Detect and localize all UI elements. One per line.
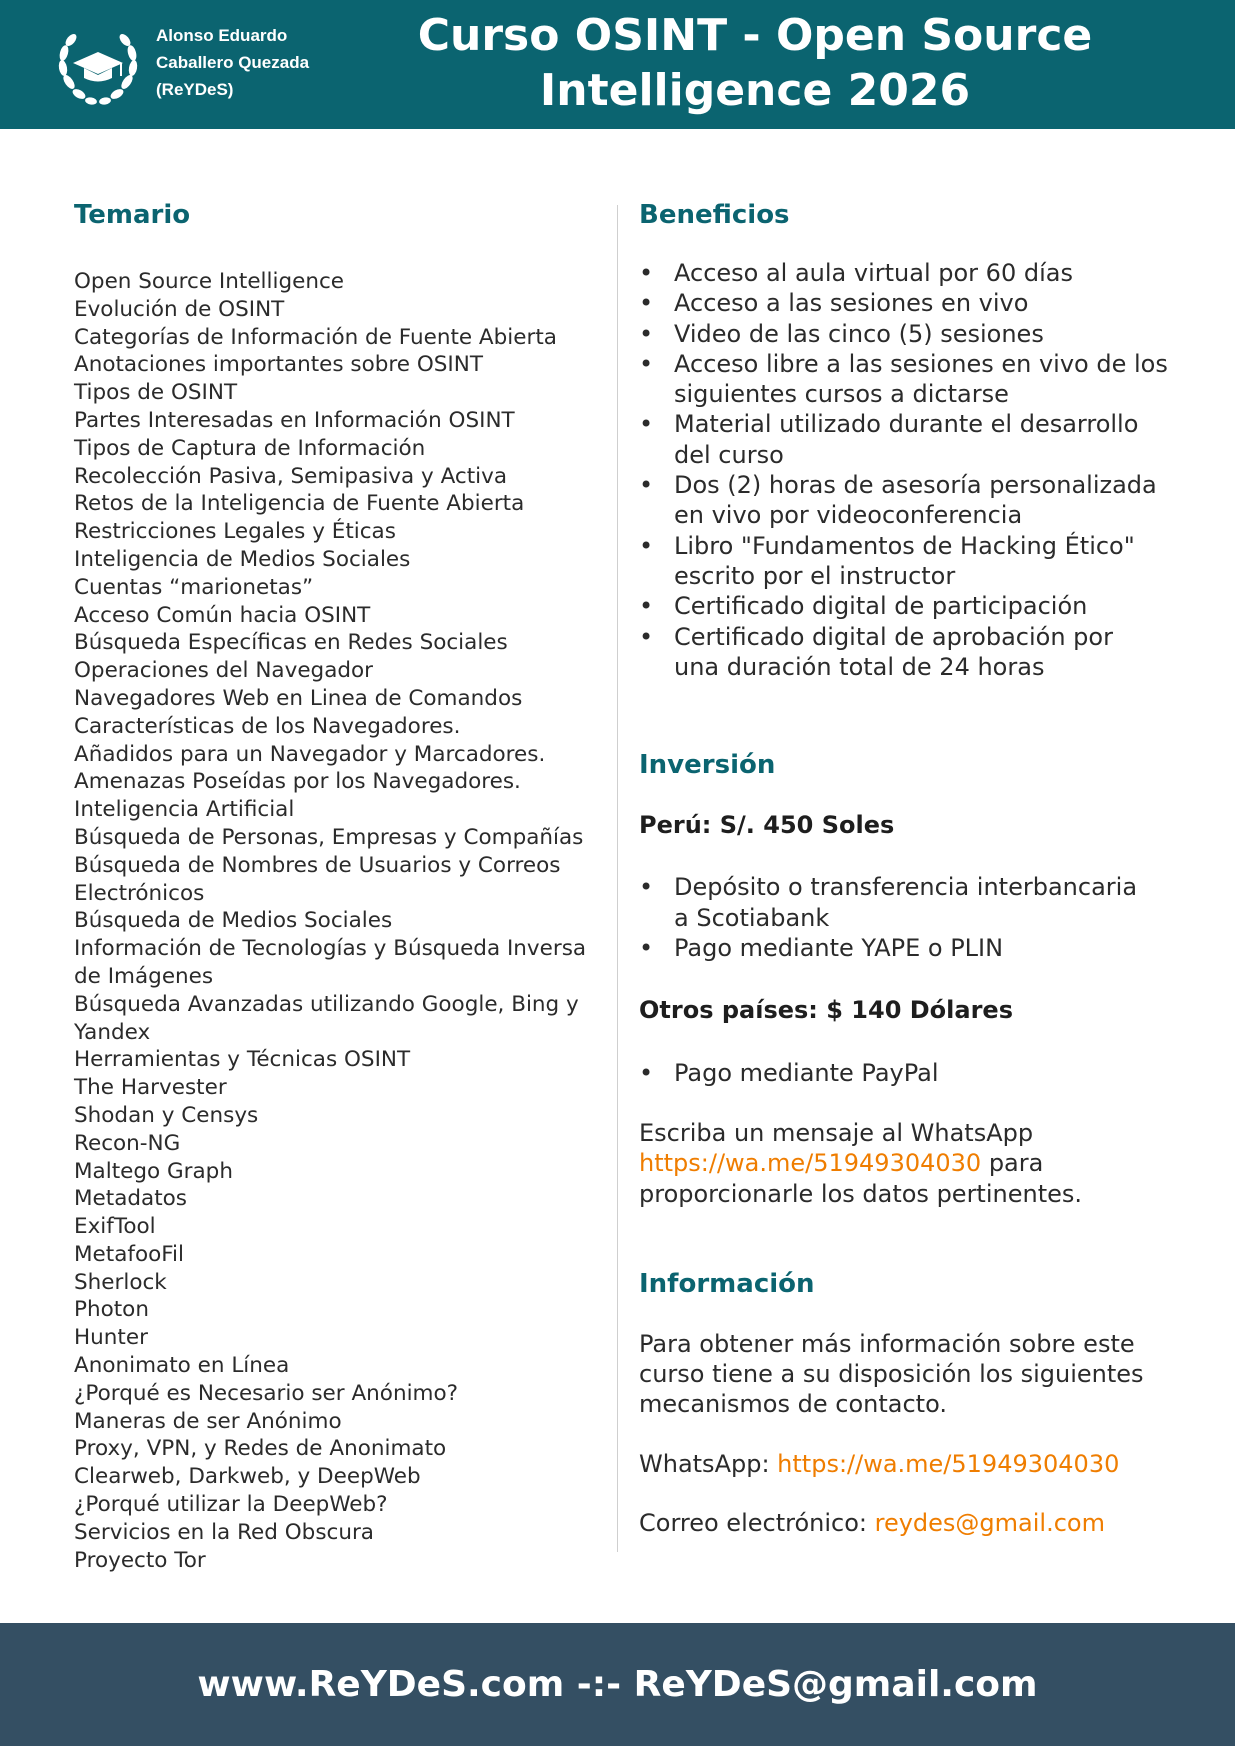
bullet-item — [639, 872, 1179, 933]
peru-payment-list — [639, 872, 1179, 963]
bullet-line: • Depósito o transferencia interbancaria — [674, 873, 1138, 902]
topic-item: Búsqueda Específicas en Redes Sociales — [74, 630, 508, 656]
topic-item: Evolución de OSINT — [74, 296, 285, 322]
inversion-heading: Inversión — [639, 750, 776, 781]
topic-item: Acceso Común hacia OSINT — [74, 602, 371, 628]
whatsapp-contact-link[interactable]: https://wa.me/51949304030 — [777, 1449, 1120, 1478]
bullet-line: • Certificado digital de participación — [674, 592, 1088, 621]
benefits-list — [639, 258, 1179, 682]
topic-item: Recolección Pasiva, Semipasiva y Activa — [74, 463, 508, 489]
intro-line: curso tiene a su disposición los siguientes — [639, 1360, 1144, 1389]
brand-line: Alonso Eduardo — [156, 26, 288, 45]
topic-item: Maneras de ser Anónimo — [74, 1408, 342, 1434]
beneficios-heading: Beneficios — [639, 200, 790, 230]
bullet-line: • Pago mediante PayPal — [674, 1058, 939, 1087]
topic-item: Operaciones del Navegador — [74, 658, 374, 684]
intro-line: mecanismos de contacto. — [639, 1390, 947, 1419]
bullet-line: • Acceso a las sesiones en vivo — [674, 289, 1029, 318]
topic-item: Hunter — [74, 1325, 148, 1351]
topic-item: Navegadores Web en Linea de Comandos — [74, 685, 523, 711]
topic-item: The Harvester — [74, 1075, 227, 1101]
topic-item: ¿Porqué utilizar la DeepWeb? — [74, 1492, 388, 1518]
topic-item: Amenazas Poseídas por los Navegadores. — [74, 769, 521, 795]
topic-item: Open Source Intelligence — [74, 269, 345, 294]
whatsapp-link[interactable]: https://wa.me/51949304030 — [639, 1149, 982, 1178]
bullet-line: escrito por el instructor — [674, 561, 956, 590]
bullet-line: • Certificado digital de aprobación por — [674, 622, 1113, 651]
topic-item: Información de Tecnologías y Búsqueda Inversa de Imágenes — [74, 936, 587, 989]
topic-item: Cuentas “marionetas” — [74, 574, 314, 600]
message-line: proporcionarle los datos pertinentes. — [639, 1179, 1083, 1208]
header-banner — [0, 0, 1235, 129]
whatsapp-message — [639, 1118, 1179, 1209]
graduation-cap-laurel-icon — [55, 22, 141, 108]
topic-item: Restricciones Legales y Éticas — [74, 519, 396, 545]
topic-item: Búsqueda Avanzadas utilizando Google, Bing y Yandex — [74, 991, 579, 1045]
topic-item: Proyecto Tor — [74, 1547, 206, 1573]
author-brand — [156, 22, 376, 103]
inversion-section — [639, 748, 1179, 1209]
email-label: Correo electrónico: — [639, 1509, 875, 1538]
whatsapp-contact — [639, 1449, 1179, 1479]
course-title: Curso OSINT - Open Source Intelligence 2026 — [417, 10, 1093, 116]
topic-item: Retos de la Inteligencia de Fuente Abierta — [74, 491, 525, 517]
topic-item: Búsqueda de Personas, Empresas y Compañías — [74, 824, 584, 850]
message-line: para — [981, 1149, 1044, 1178]
message-line: Escriba un mensaje al WhatsApp — [639, 1118, 1034, 1147]
topic-item: ExifTool — [74, 1214, 156, 1240]
topic-item: Herramientas y Técnicas OSINT — [74, 1047, 411, 1073]
info-intro — [639, 1329, 1179, 1420]
bullet-item — [639, 258, 1179, 288]
topic-item: Photon — [74, 1297, 149, 1323]
bullet-line: en vivo por videoconferencia — [674, 501, 1023, 530]
temario-heading: Temario — [74, 200, 191, 230]
informacion-section — [639, 1267, 1179, 1538]
topic-item: Características de los Navegadores. — [74, 713, 461, 739]
topic-item: MetafooFil — [74, 1241, 185, 1267]
topic-item: ¿Porqué es Necesario ser Anónimo? — [74, 1380, 459, 1406]
right-column — [639, 198, 1179, 1538]
bullet-line: • Dos (2) horas de asesoría personalizada — [674, 471, 1157, 500]
bullet-item — [639, 622, 1179, 683]
bullet-item — [639, 531, 1179, 592]
topic-item: Sherlock — [74, 1269, 167, 1295]
bullet-line: • Material utilizado durante el desarrollo — [674, 410, 1139, 439]
topic-item: Anonimato en Línea — [74, 1353, 290, 1379]
bullet-item — [639, 319, 1179, 349]
topic-item: Servicios en la Red Obscura — [74, 1519, 374, 1545]
footer-banner — [0, 1623, 1235, 1746]
topic-item: Inteligencia de Medios Sociales — [74, 546, 411, 572]
topic-item: Búsqueda de Nombres de Usuarios y Correos Electrónicos — [74, 852, 561, 906]
bullet-line: una duración total de 24 horas — [674, 652, 1045, 681]
beneficios-section — [639, 198, 1179, 682]
email-link[interactable]: reydes@gmail.com — [874, 1509, 1105, 1538]
topic-item: Anotaciones importantes sobre OSINT — [74, 352, 483, 378]
bullet-line: • Acceso libre a las sesiones en vivo de los — [674, 349, 1168, 378]
topic-item: Inteligencia Artificial — [74, 797, 295, 823]
other-payment-list — [639, 1058, 1179, 1088]
informacion-heading: Información — [639, 1268, 815, 1299]
topic-list — [74, 268, 614, 1574]
price-peru: Perú: S/. 450 Soles — [639, 811, 895, 840]
temario-section — [74, 198, 614, 1574]
bullet-line: del curso — [674, 440, 784, 469]
bullet-line: • Pago mediante YAPE o PLIN — [674, 934, 1004, 963]
topic-item: Proxy, VPN, y Redes de Anonimato — [74, 1436, 447, 1462]
email-contact — [639, 1508, 1179, 1538]
bullet-item — [639, 591, 1179, 621]
topic-item: Tipos de Captura de Información — [74, 435, 426, 461]
brand-line: (ReYDeS) — [156, 80, 234, 99]
bullet-item — [639, 288, 1179, 318]
topic-item: Partes Interesadas en Información OSINT — [74, 407, 515, 433]
topic-item: Recon-NG — [74, 1130, 181, 1156]
bullet-item — [639, 409, 1179, 470]
bullet-line: a Scotiabank — [674, 903, 830, 932]
bullet-line: • Acceso al aula virtual por 60 días — [674, 259, 1073, 287]
bullet-item — [639, 349, 1179, 410]
topic-item: Shodan y Censys — [74, 1102, 259, 1128]
topic-item: Metadatos — [74, 1186, 187, 1212]
topic-item: Clearweb, Darkweb, y DeepWeb — [74, 1464, 421, 1490]
bullet-line: • Video de las cinco (5) sesiones — [674, 319, 1044, 348]
topic-item: Maltego Graph — [74, 1158, 233, 1184]
bullet-line: • Libro "Fundamentos de Hacking Ético" — [674, 531, 1135, 560]
topic-item: Categorías de Información de Fuente Abierta — [74, 324, 557, 350]
topic-item: Búsqueda de Medios Sociales — [74, 908, 393, 934]
bullet-item — [639, 933, 1179, 963]
bullet-item — [639, 1058, 1179, 1088]
topic-item: Añadidos para un Navegador y Marcadores. — [74, 741, 546, 767]
bullet-item — [639, 470, 1179, 531]
footer-contact: www.ReYDeS.com -:- ReYDeS@gmail.com — [197, 1664, 1038, 1705]
bullet-line: siguientes cursos a dictarse — [674, 380, 1009, 409]
column-divider — [617, 205, 618, 1552]
intro-line: Para obtener más información sobre este — [639, 1329, 1135, 1358]
whatsapp-label: WhatsApp: — [639, 1449, 778, 1478]
topic-item: Tipos de OSINT — [74, 380, 238, 406]
price-other-countries: Otros países: $ 140 Dólares — [639, 996, 1013, 1025]
brand-line: Caballero Quezada — [156, 53, 310, 72]
